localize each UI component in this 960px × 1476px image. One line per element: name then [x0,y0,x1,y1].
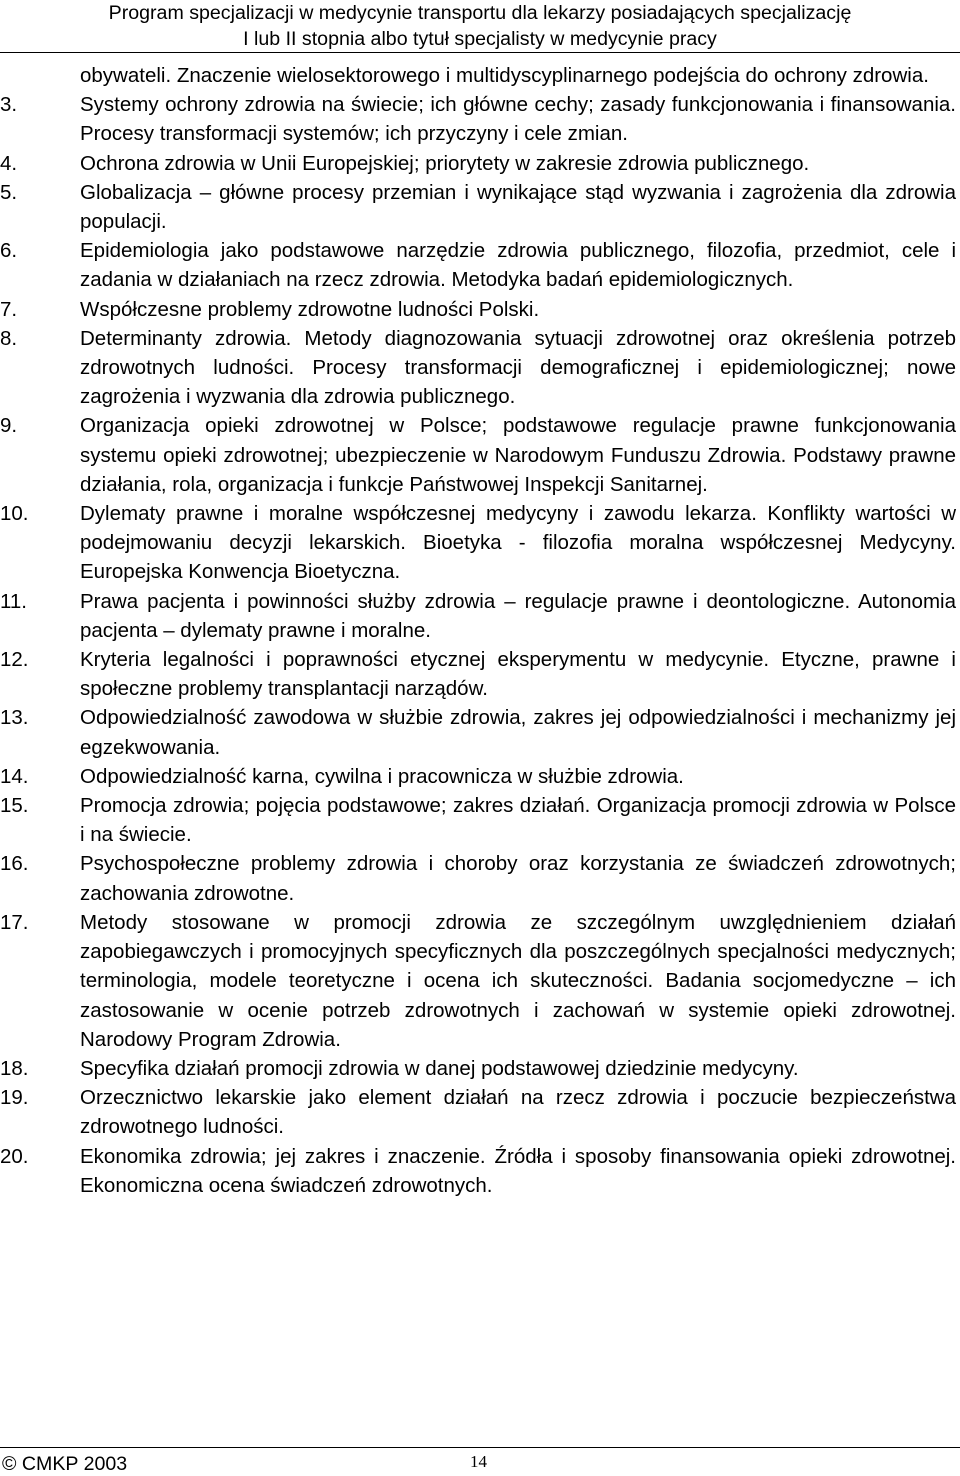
list-item-text: Kryteria legalności i poprawności etycznej eksperymentu w medycynie. Etyczne, prawne i społeczne problemy transplantacji narządów. [80,648,956,701]
page-header [0,0,960,54]
list-item [0,295,956,324]
list-item-text: Ekonomika zdrowia; jej zakres i znaczenie. Źródła i sposoby finansowania opieki zdrowotnej. Ekonomiczna ocena świadczeń zdrowotnych. [80,1144,956,1197]
header-divider [0,52,960,53]
header-title-line-1: Program specjalizacji w medycynie transportu dla lekarzy posiadających specjalizację [108,2,852,24]
list-item [0,178,956,236]
list-item-number: 20. [0,1144,29,1168]
list-item-text: Odpowiedzialność zawodowa w służbie zdrowia, zakres jej odpowiedzialności i mechanizmy jej egzekwowania. [80,706,956,759]
list-item-text: Prawa pacjenta i powinności służby zdrowia – regulacje prawne i deontologiczne. Autonomia pacjenta – dylematy prawne i moralne. [80,589,956,642]
list-item [0,703,956,761]
list-item-number: 10. [0,502,29,526]
list-item-text: Odpowiedzialność karna, cywilna i pracownicza w służbie zdrowia. [80,764,684,788]
list-item-text: Systemy ochrony zdrowia na świecie; ich główne cechy; zasady funkcjonowania i finansowania. Procesy transformacji systemów; ich przyczyny i cele zmian. [80,93,956,146]
list-item-number: 5. [0,180,18,204]
list-item-number: 13. [0,706,29,730]
list-item-number: 9. [0,414,18,438]
list-item-text: Dylematy prawne i moralne współczesnej medycyny i zawodu lekarza. Konflikty wartości w podejmowaniu decyzji lekarskich. Bioetyka - filozofia moralna współczesnej Medycyny. Europejska Konwencja Bioetyczna. [80,502,956,584]
header-title-line-2: I lub II stopnia albo tytuł specjalisty w medycynie pracy [243,28,717,50]
list-item-text: Psychospołeczne problemy zdrowia i choroby oraz korzystania ze świadczeń zdrowotnych; zachowania zdrowotne. [80,852,956,905]
list-item-text: Współczesne problemy zdrowotne ludności Polski. [80,297,540,321]
page-number: 14 [470,1452,487,1471]
list-item [0,499,956,587]
list-item [0,90,956,148]
numbered-topic-list [0,90,960,1200]
list-item [0,1083,956,1141]
list-item-text: Organizacja opieki zdrowotnej w Polsce; podstawowe regulacje prawne funkcjonowania systemu opieki zdrowotnej; ubezpieczenie w Narodowym Funduszu Zdrowia. Podstawy prawne działania, rola, organizacja i funkcje Państwowej Inspekcji Sanitarnej. [80,414,956,496]
list-item-text: Orzecznictwo lekarskie jako element działań na rzecz zdrowia i poczucie bezpieczeństwa zdrowotnego ludności. [80,1086,956,1139]
list-item-number: 4. [0,151,18,175]
list-item-number: 15. [0,794,29,818]
list-item [0,908,956,1054]
list-item-number: 16. [0,852,29,876]
list-item-number: 3. [0,93,18,117]
list-item-text: Promocja zdrowia; pojęcia podstawowe; zakres działań. Organizacja promocji zdrowia w Polsce i na świecie. [80,794,956,847]
footer-copyright: © CMKP 2003 [2,1453,128,1475]
list-item [0,762,956,791]
list-item-number: 8. [0,326,18,350]
list-item-number: 17. [0,910,29,934]
list-item-number: 7. [0,297,18,321]
list-item-text: Determinanty zdrowia. Metody diagnozowania sytuacji zdrowotnej oraz określenia potrzeb zdrowotnych ludności. Procesy transformacji demograficznej i epidemiologicznej; nowe zagrożenia i wyzwania dla zdrowia publicznego. [80,326,956,409]
list-item [0,849,956,907]
list-item-text: Specyfika działań promocji zdrowia w danej podstawowej dziedzinie medycyny. [80,1056,799,1080]
list-item [0,791,956,849]
list-item-number: 19. [0,1086,29,1110]
list-item [0,149,956,178]
list-item-text: Globalizacja – główne procesy przemian i wynikające stąd wyzwania i zagrożenia dla zdrowia populacji. [80,180,956,234]
list-item [0,1142,956,1200]
list-item [0,587,956,645]
list-item-text: Ochrona zdrowia w Unii Europejskiej; priorytety w zakresie zdrowia publicznego. [80,151,810,175]
list-item-text: Epidemiologia jako podstawowe narzędzie zdrowia publicznego, filozofia, przedmiot, cele i zadania w działaniach na rzecz zdrowia. Metodyka badań epidemiologicznych. [80,239,956,292]
list-item [0,411,956,499]
footer-divider [0,1447,960,1448]
list-item-number: 14. [0,764,29,788]
list-item-number: 12. [0,648,29,672]
continuation-paragraph: obywateli. Znaczenie wielosektorowego i multidyscyplinarnego podejścia do ochrony zdrowia. [80,64,929,87]
document-body [0,61,960,1200]
list-item-text: Metody stosowane w promocji zdrowia ze szczególnym uwzględnieniem działań zapobiegawczych i promocyjnych specyficznych dla poszczególnych specjalności medycznych; terminologia, modele teoretyczne i ocena ich skuteczności. Badania socjomedyczne – ich zastosowanie w ocenie potrzeb zdrowotnych i zachowań w systemie opieki zdrowotnej. Narodowy Program Zdrowia. [80,910,956,1051]
list-item-number: 11. [0,589,27,613]
list-item-number: 18. [0,1056,29,1080]
list-item-number: 6. [0,239,18,263]
list-item [0,324,956,412]
list-item [0,1054,956,1083]
list-item [0,236,956,294]
list-item [0,645,956,703]
